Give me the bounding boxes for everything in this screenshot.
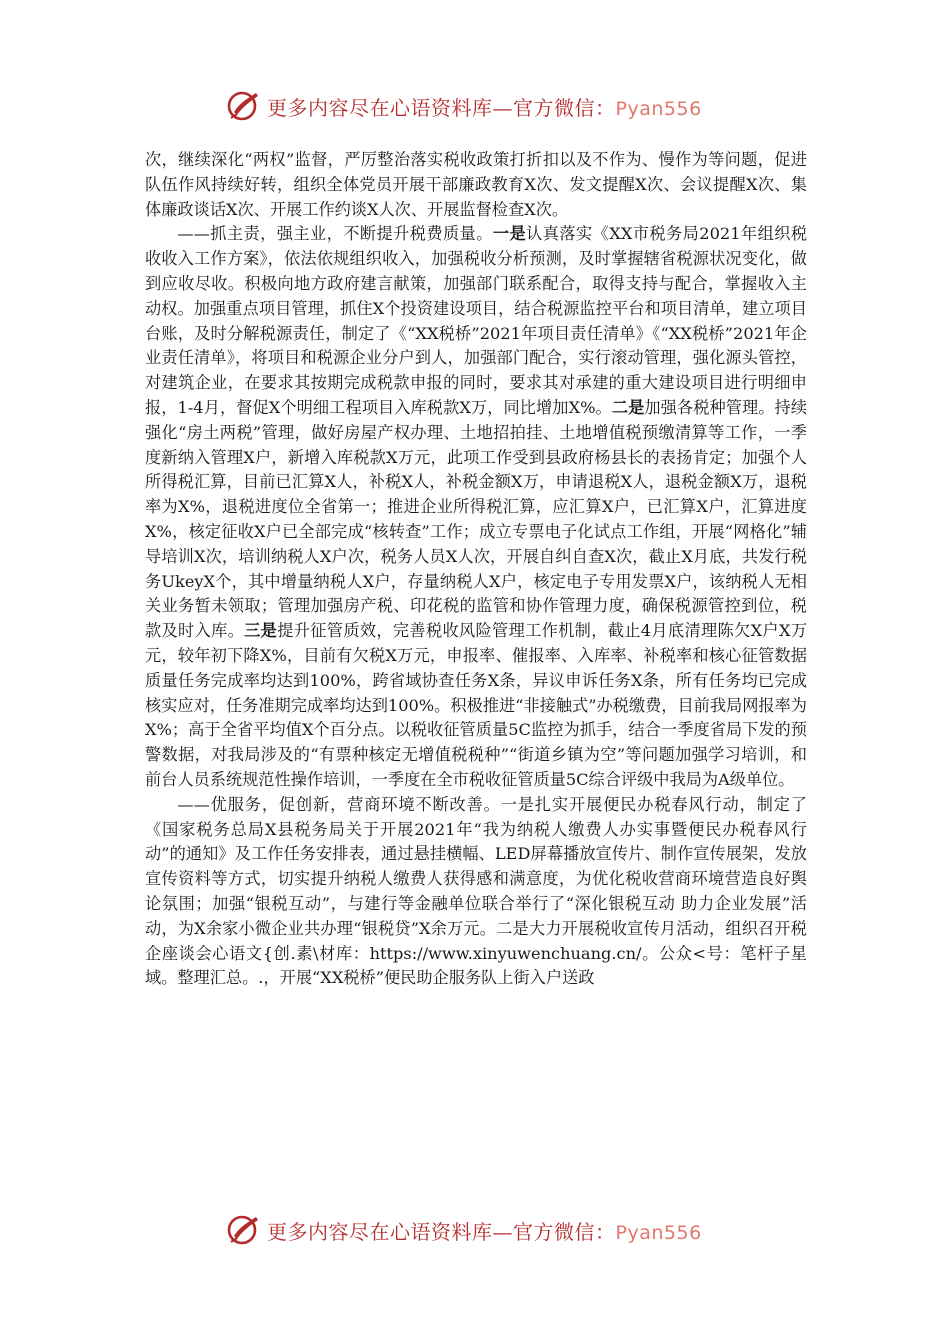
header-banner xyxy=(0,86,950,126)
document-body xyxy=(145,148,807,991)
pen-logo-icon xyxy=(225,1212,261,1248)
pen-logo-icon xyxy=(225,88,261,124)
paragraph-2: ——抓主责，强主业，不断提升税费质量。一是认真落实《XX市税务局2021年组织税收收入工作方案》，依法依规组织收入，加强税收分析预测，及时掌握辖省税源状况变化，做到应收尽收。积极向地方政府建言献策，加强部门联系配合，取得支持与配合，掌握收入主动权。加强重点项目管理，抓住X个投资建设项目，结合税源监控平台和项目清单，建立项目台账，及时分解税源责任，制定了《“XX税桥”2021年项目责任清单》《“XX税桥”2021年企业责任清单》，将项目和税源企业分户到人，加强部门配合，实行滚动管理，强化源头管控，对建筑企业，在要求其按期完成税款申报的同时，要求其对承建的重大建设项目进行明细申报，1-4月，督促X个明细工程项目入库税款X万，同比增加X%。二是加强各税种管理。持续强化“房土两税”管理，做好房屋产权办理、土地招拍挂、土地增值税预缴清算等工作，一季度新纳入管理X户，新增入库税款X万元，此项工作受到县政府杨县长的表扬肯定；加强个人所得税汇算，目前已汇算X人，补税X人，补税金额X万，申请退税X人，退税金额X万，退税率为X%，退税进度位全省第一；推进企业所得税汇算，应汇算X户，已汇算X户，汇算进度X%，核定征收X户已全部完成“核转查”工作；成立专票电子化试点工作组，开展“网格化”辅导培训X次，培训纳税人X户次，税务人员X人次，开展自纠自查X次，截止X月底，共发行税务UkeyX个，其中增量纳税人X户，存量纳税人X户，核定电子专用发票X户，该纳税人无相关业务暂未领取；管理加强房产税、印花税的监管和协作管理力度，确保税源管控到位，税款及时入库。三是提升征管质效，完善税收风险管理工作机制，截止4月底清理陈欠X户X万元，较年初下降X%，目前有欠税X万元，申报率、催报率、入库率、补税率和核心征管数据质量任务完成率均达到100%，跨省域协查任务X条，异议申诉任务X条，所有任务均已完成核实应对，任务准期完成率均达到100%。积极推进“非接触式”办税缴费，目前我局网报率为X%；高于全省平均值X个百分点。以税收征管质量5C监控为抓手，结合一季度省局下发的预警数据，对我局涉及的“有票种核定无增值税税种”“街道乡镇为空”等问题加强学习培训，和前台人员系统规范性操作培训，一季度在全市税收征管质量5C综合评级中我局为A级单位。 xyxy=(145,224,808,789)
banner-title: 更多内容尽在心语资料库—官方微信：Pyan556 xyxy=(267,1219,702,1244)
footer-banner xyxy=(0,1210,950,1250)
paragraph-3: ——优服务，促创新，营商环境不断改善。一是扎实开展便民办税春风行动，制定了《国家税务总局X县税务局关于开展2021年“我为纳税人缴费人办实事暨便民办税春风行动”的通知》及工作任务安排表，通过悬挂横幅、LED屏幕播放宣传片、制作宣传展架，发放宣传资料等方式，切实提升纳税人缴费人获得感和满意度，为优化税收营商环境营造良好舆论氛围；加强“银税互动”，与建行等金融单位联合举行了“深化银税互动 助力企业发展”活动，为X余家小微企业共办理“银税贷”X余万元。二是大力开展税收宣传月活动，组织召开税企座谈会心语文{创.素\材库：https://www.xinyuwenchuang.cn/。公众<号：笔杆子星域。整理汇总。.，开展“XX税桥”便民助企服务队上街入户送政 xyxy=(145,794,807,988)
paragraph-1: 次，继续深化“两权”监督，严厉整治落实税收政策打折扣以及不作为、慢作为等问题，促进队伍作风持续好转，组织全体党员开展干部廉政教育X次、发文提醒X次、会议提醒X次、集体廉政谈话X次、开展工作约谈X人次、开展监督检查X次。 xyxy=(145,150,807,219)
banner-title: 更多内容尽在心语资料库—官方微信：Pyan556 xyxy=(267,95,702,120)
